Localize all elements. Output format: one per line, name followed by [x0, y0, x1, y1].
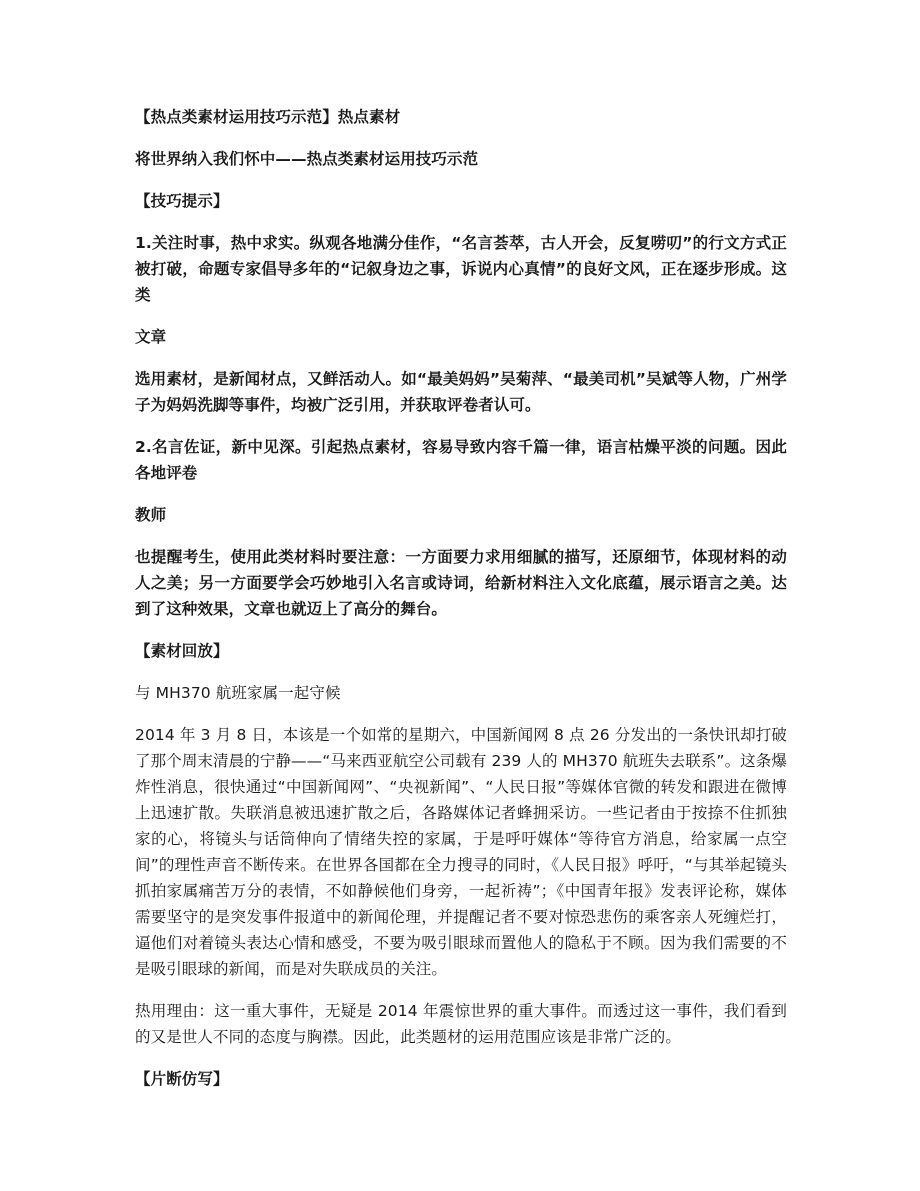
tip-paragraph-1-continuation-a: 文章: [135, 328, 167, 346]
imitation-heading: 【片断仿写】: [135, 1070, 229, 1088]
usage-reason: 热用理由：这一重大事件，无疑是 2014 年震惊世界的重大事件。而透过这一事件，我们看到的又是世人不同的态度与胸襟。因此，此类题材的运用范围应该是非常广泛的。: [135, 1002, 787, 1046]
tip-paragraph-1-continuation-b: 选用素材，是新闻材点，又鲜活动人。如“最美妈妈”吴菊萍、“最美司机”吴斌等人物，广州学子为妈妈洗脚等事件，均被广泛引用，并获取评卷者认可。: [135, 370, 787, 414]
document-subtitle: 将世界纳入我们怀中——热点类素材运用技巧示范: [135, 150, 479, 168]
material-body: 2014 年 3 月 8 日，本该是一个如常的星期六，中国新闻网 8 点 26 分发出的一条快讯却打破了那个周末清晨的宁静——“马来西亚航空公司载有 239 人的 MH370 航班失去联系”。这条爆炸性消息，很快通过“中国新闻网”、“央视新闻”、“人民日报”等媒体官微的转发和跟进在微博上迅速扩散。失联消息被迅速扩散之后，各路媒体记者蜂拥采访。一些记者由于按捺不住抓独家的心，将镜头与话筒伸向了情绪失控的家属，于是呼吁媒体“等待官方消息，给家属一点空间”的理性声音不断传来。在世界各国都在全力搜寻的同时，《人民日报》呼吁，“与其举起镜头抓拍家属痛苦万分的表情，不如静候他们身旁，一起祈祷”；《中国青年报》发表评论称，媒体需要坚守的是突发事件报道中的新闻伦理，并提醒记者不要对惊恐悲伤的乘客亲人死缠烂打，逼他们对着镜头表达心情和感受，不要为吸引眼球而置他人的隐私于不顾。因为我们需要的不是吸引眼球的新闻，而是对失联成员的关注。: [135, 726, 787, 978]
tip-paragraph-2: 2.名言佐证，新中见深。引起热点素材，容易导致内容千篇一律，语言枯燥平淡的问题。因此各地评卷: [135, 438, 787, 482]
tips-heading: 【技巧提示】: [135, 192, 229, 210]
document-title: 【热点类素材运用技巧示范】热点素材: [135, 108, 401, 126]
tip-paragraph-2-continuation-a: 教师: [135, 506, 167, 524]
tip-paragraph-1: 1.关注时事，热中求实。纵观各地满分佳作，“名言荟萃，古人开会，反复唠叨”的行文方式正被打破，命题专家倡导多年的“记叙身边之事，诉说内心真情”的良好文风，正在逐步形成。这类: [135, 234, 787, 304]
material-title: 与 MH370 航班家属一起守候: [135, 684, 341, 702]
document-page: [135, 104, 787, 1092]
material-heading: 【素材回放】: [135, 642, 229, 660]
tip-paragraph-2-continuation-b: 也提醒考生，使用此类材料时要注意：一方面要力求用细腻的描写，还原细节，体现材料的动人之美；另一方面要学会巧妙地引入名言或诗词，给新材料注入文化底蕴，展示语言之美。达到了这种效果，文章也就迈上了高分的舞台。: [135, 548, 787, 618]
